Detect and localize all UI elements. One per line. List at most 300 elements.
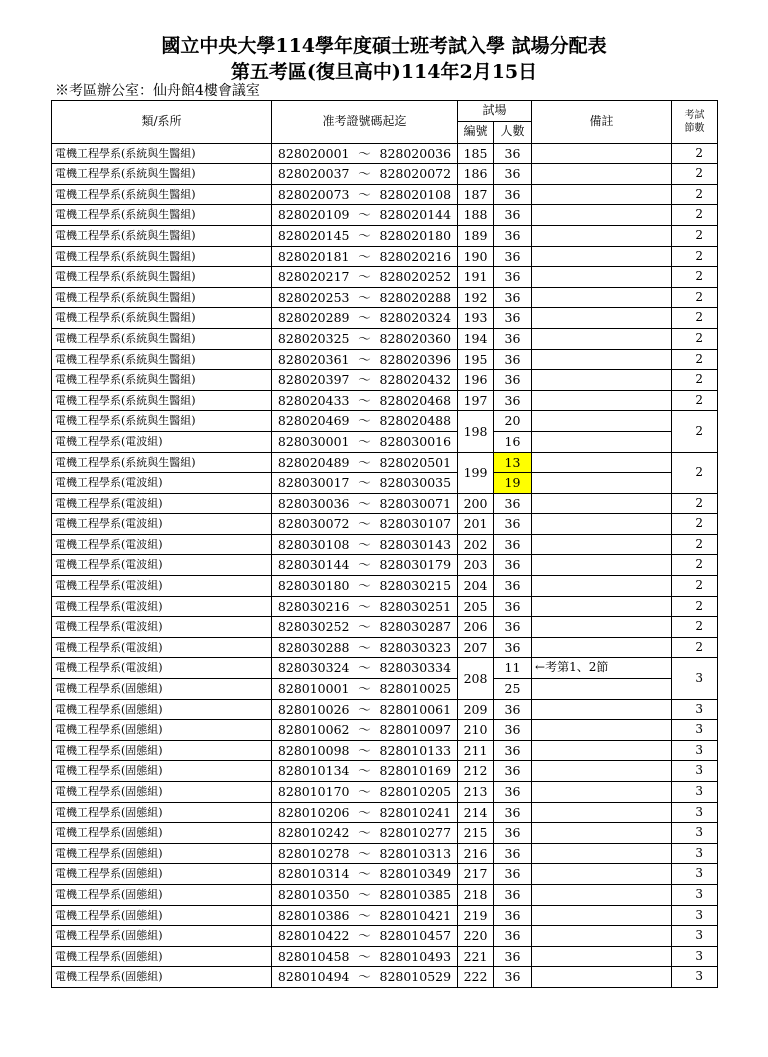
table-row [52,720,718,741]
remark-cell [532,782,672,803]
sessions-cell: 3 [672,699,718,720]
document-title: 國立中央大學114學年度碩士班考試入學 試場分配表 [161,35,607,57]
admission-range-cell [272,390,458,411]
range-end: 828020501 [379,454,452,470]
table-row [52,267,718,288]
dept-cell: 電機工程學系(電波組) [52,514,272,535]
sessions-cell: 2 [672,349,718,370]
dept-cell: 電機工程學系(電波組) [52,617,272,638]
count-cell: 36 [494,926,532,947]
dept-cell: 電機工程學系(固態組) [52,823,272,844]
admission-range-cell [272,967,458,988]
range-end: 828030071 [379,495,452,511]
table-row [52,761,718,782]
admission-range-cell [272,164,458,185]
range-tilde: ～ [358,248,371,264]
remark-cell [532,328,672,349]
range-start: 828020181 [277,248,350,264]
range-end: 828020252 [379,269,452,285]
count-cell: 19 [494,473,532,494]
room-number-cell: 197 [458,390,494,411]
admission-range-cell [272,596,458,617]
table-row [52,555,718,576]
dept-cell: 電機工程學系(電波組) [52,555,272,576]
admission-range-cell [272,370,458,391]
range-start: 828030252 [277,619,350,635]
admission-range-cell [272,637,458,658]
dept-cell: 電機工程學系(電波組) [52,637,272,658]
range-tilde: ～ [358,330,371,346]
dept-cell: 電機工程學系(電波組) [52,658,272,679]
document-subtitle: 第五考區(復旦高中)114年2月15日 [230,61,538,83]
sessions-cell: 3 [672,720,718,741]
room-number-cell: 212 [458,761,494,782]
room-number-cell: 202 [458,534,494,555]
admission-range-cell [272,493,458,514]
range-tilde: ～ [358,372,371,388]
range-tilde: ～ [358,948,371,964]
range-start: 828030108 [277,536,350,552]
range-start: 828020289 [277,310,350,326]
range-tilde: ～ [358,269,371,285]
remark-cell [532,287,672,308]
dept-cell: 電機工程學系(系統與生醫組) [52,267,272,288]
range-tilde: ～ [358,701,371,717]
count-cell: 36 [494,555,532,576]
range-start: 828010206 [277,804,350,820]
table-row [52,349,718,370]
sessions-cell: 2 [672,637,718,658]
table-row [52,967,718,988]
remark-cell [532,473,672,494]
remark-cell [532,926,672,947]
sessions-cell: 2 [672,287,718,308]
table-row [52,699,718,720]
sessions-cell: 3 [672,864,718,885]
range-start: 828020109 [277,207,350,223]
remark-cell [532,411,672,432]
table-row [52,658,718,679]
dept-cell: 電機工程學系(固態組) [52,720,272,741]
table-row [52,926,718,947]
remark-cell [532,534,672,555]
admission-range-cell [272,205,458,226]
count-cell: 20 [494,411,532,432]
range-end: 828020360 [379,330,452,346]
range-start: 828030216 [277,598,350,614]
remark-cell [532,740,672,761]
range-end: 828030323 [379,639,452,655]
dept-cell: 電機工程學系(固態組) [52,905,272,926]
dept-cell: 電機工程學系(系統與生醫組) [52,287,272,308]
dept-cell: 電機工程學系(系統與生醫組) [52,390,272,411]
range-start: 828030324 [277,660,350,676]
count-cell: 36 [494,946,532,967]
table-row [52,576,718,597]
range-end: 828030035 [379,475,452,491]
count-cell: 36 [494,328,532,349]
sessions-cell: 3 [672,761,718,782]
range-end: 828020144 [379,207,452,223]
dept-cell: 電機工程學系(固態組) [52,679,272,700]
admission-range-cell [272,843,458,864]
sessions-cell: 3 [672,823,718,844]
room-number-cell: 200 [458,493,494,514]
remark-cell [532,184,672,205]
sessions-cell: 2 [672,267,718,288]
remark-cell [532,349,672,370]
count-cell: 36 [494,267,532,288]
count-cell: 36 [494,287,532,308]
range-start: 828020145 [277,227,350,243]
admission-range-cell [272,349,458,370]
range-tilde: ～ [358,866,371,882]
room-number-cell: 213 [458,782,494,803]
dept-cell: 電機工程學系(系統與生醫組) [52,143,272,164]
dept-cell: 電機工程學系(固態組) [52,740,272,761]
table-row [52,246,718,267]
range-tilde: ～ [358,681,371,697]
range-start: 828010001 [277,681,350,697]
range-end: 828030016 [379,433,452,449]
range-tilde: ～ [358,516,371,532]
room-number-cell: 190 [458,246,494,267]
dept-cell: 電機工程學系(固態組) [52,782,272,803]
dept-cell: 電機工程學系(系統與生醫組) [52,308,272,329]
header-room-no: 編號 [458,121,494,143]
table-row [52,225,718,246]
sessions-cell: 2 [672,534,718,555]
remark-cell [532,905,672,926]
admission-range-cell [272,534,458,555]
dept-cell: 電機工程學系(電波組) [52,431,272,452]
range-start: 828010098 [277,742,350,758]
range-tilde: ～ [358,722,371,738]
remark-cell [532,370,672,391]
count-cell: 36 [494,308,532,329]
room-number-cell: 201 [458,514,494,535]
count-cell: 36 [494,823,532,844]
count-cell: 36 [494,225,532,246]
remark-cell [532,946,672,967]
range-start: 828020397 [277,372,350,388]
count-cell: 36 [494,184,532,205]
dept-cell: 電機工程學系(電波組) [52,493,272,514]
range-tilde: ～ [358,207,371,223]
remark-cell [532,761,672,782]
range-end: 828020180 [379,227,452,243]
room-number-cell: 188 [458,205,494,226]
count-cell: 36 [494,905,532,926]
remark-cell [532,514,672,535]
range-tilde: ～ [358,475,371,491]
dept-cell: 電機工程學系(固態組) [52,843,272,864]
table-row [52,370,718,391]
sessions-cell: 3 [672,740,718,761]
room-number-cell: 192 [458,287,494,308]
range-start: 828020325 [277,330,350,346]
remark-cell [532,143,672,164]
room-number-cell: 198 [458,411,494,452]
table-row [52,205,718,226]
remark-cell [532,493,672,514]
remark-cell [532,617,672,638]
range-start: 828010170 [277,784,350,799]
range-tilde: ～ [358,166,371,182]
range-tilde: ～ [358,310,371,326]
range-start: 828010134 [277,763,350,779]
admission-range-cell [272,514,458,535]
count-cell: 36 [494,782,532,803]
range-start: 828010242 [277,825,350,841]
range-tilde: ～ [358,845,371,861]
admission-range-cell [272,926,458,947]
room-number-cell: 222 [458,967,494,988]
header-room: 試場 [458,101,532,122]
range-tilde: ～ [358,433,371,449]
count-cell: 36 [494,699,532,720]
count-cell: 36 [494,596,532,617]
sessions-cell: 2 [672,617,718,638]
range-end: 828030334 [379,660,452,676]
range-tilde: ～ [358,598,371,614]
range-end: 828030179 [379,557,452,573]
sessions-cell: 2 [672,452,718,493]
room-number-cell: 220 [458,926,494,947]
range-end: 828010205 [379,784,452,799]
count-cell: 25 [494,679,532,700]
table-row [52,946,718,967]
dept-cell: 電機工程學系(系統與生醫組) [52,184,272,205]
admission-range-cell [272,431,458,452]
range-tilde: ～ [358,557,371,573]
sessions-cell: 2 [672,390,718,411]
table-row [52,390,718,411]
count-cell: 36 [494,637,532,658]
range-tilde: ～ [358,351,371,367]
office-note: ※考區辦公室：仙舟館4樓會議室 [55,83,260,99]
sessions-cell: 3 [672,946,718,967]
sessions-cell: 3 [672,782,718,803]
header-remark: 備註 [532,101,672,144]
dept-cell: 電機工程學系(固態組) [52,761,272,782]
remark-cell: ←考第1、2節 [532,658,672,679]
room-number-cell: 207 [458,637,494,658]
count-cell: 36 [494,514,532,535]
range-tilde: ～ [358,495,371,511]
range-end: 828020108 [379,186,452,202]
admission-range-cell [272,184,458,205]
sessions-cell: 2 [672,164,718,185]
count-cell: 13 [494,452,532,473]
admission-range-cell [272,802,458,823]
table-row [52,287,718,308]
count-cell: 36 [494,370,532,391]
room-number-cell: 185 [458,143,494,164]
range-end: 828030215 [379,578,452,594]
range-end: 828010169 [379,763,452,779]
admission-range-cell [272,328,458,349]
room-number-cell: 211 [458,740,494,761]
room-number-cell: 210 [458,720,494,741]
range-tilde: ～ [358,413,371,429]
count-cell: 36 [494,246,532,267]
room-number-cell: 214 [458,802,494,823]
table-row [52,864,718,885]
table-row [52,637,718,658]
room-number-cell: 215 [458,823,494,844]
range-start: 828020217 [277,269,350,285]
admission-range-cell [272,864,458,885]
remark-cell [532,205,672,226]
table-row [52,164,718,185]
admission-range-cell [272,411,458,432]
admission-range-cell [272,246,458,267]
remark-cell [532,308,672,329]
count-cell: 36 [494,617,532,638]
table-row [52,328,718,349]
range-start: 828030036 [277,495,350,511]
sessions-cell: 2 [672,514,718,535]
range-end: 828010457 [379,928,452,944]
dept-cell: 電機工程學系(固態組) [52,699,272,720]
sessions-cell: 3 [672,843,718,864]
range-tilde: ～ [358,928,371,944]
range-tilde: ～ [358,536,371,552]
sessions-cell: 2 [672,411,718,452]
sessions-cell: 3 [672,905,718,926]
range-end: 828010277 [379,825,452,841]
admission-range-cell [272,576,458,597]
dept-cell: 電機工程學系(固態組) [52,864,272,885]
count-cell: 36 [494,493,532,514]
range-end: 828030251 [379,598,452,614]
room-number-cell: 203 [458,555,494,576]
sessions-cell: 3 [672,926,718,947]
range-end: 828010421 [379,907,452,923]
range-start: 828010386 [277,907,350,923]
dept-cell: 電機工程學系(電波組) [52,596,272,617]
range-end: 828010097 [379,722,452,738]
table-row [52,431,718,452]
sessions-cell: 2 [672,493,718,514]
admission-range-cell [272,452,458,473]
range-start: 828010422 [277,928,350,944]
range-tilde: ～ [358,804,371,820]
room-number-cell: 186 [458,164,494,185]
range-tilde: ～ [358,639,371,655]
range-end: 828010529 [379,969,452,985]
room-number-cell: 206 [458,617,494,638]
range-end: 828020324 [379,310,452,326]
range-end: 828010313 [379,845,452,861]
range-tilde: ～ [358,763,371,779]
admission-range-cell [272,699,458,720]
range-start: 828030072 [277,516,350,532]
range-end: 828020216 [379,248,452,264]
remark-cell [532,267,672,288]
admission-range-cell [272,308,458,329]
range-start: 828010494 [277,969,350,985]
range-end: 828010133 [379,742,452,758]
range-start: 828020433 [277,392,350,408]
count-cell: 36 [494,143,532,164]
table-row [52,411,718,432]
table-row [52,884,718,905]
remark-cell [532,390,672,411]
count-cell: 36 [494,884,532,905]
room-number-cell: 199 [458,452,494,493]
dept-cell: 電機工程學系(系統與生醫組) [52,452,272,473]
count-cell: 36 [494,864,532,885]
sessions-cell: 2 [672,308,718,329]
remark-cell [532,802,672,823]
room-number-cell: 221 [458,946,494,967]
range-end: 828010349 [379,866,452,882]
range-tilde: ～ [358,289,371,305]
sessions-cell: 3 [672,802,718,823]
admission-range-cell [272,267,458,288]
range-end: 828010241 [379,804,452,820]
admission-range-cell [272,225,458,246]
dept-cell: 電機工程學系(系統與生醫組) [52,225,272,246]
room-number-cell: 189 [458,225,494,246]
room-number-cell: 194 [458,328,494,349]
range-start: 828030017 [277,475,350,491]
sessions-cell: 3 [672,967,718,988]
range-start: 828010026 [277,701,350,717]
admission-range-cell [272,823,458,844]
dept-cell: 電機工程學系(系統與生醫組) [52,246,272,267]
remark-cell [532,555,672,576]
table-row [52,843,718,864]
room-number-cell: 217 [458,864,494,885]
allocation-table [51,100,718,988]
table-row [52,514,718,535]
range-tilde: ～ [358,227,371,243]
admission-range-cell [272,617,458,638]
range-end: 828020396 [379,351,452,367]
dept-cell: 電機工程學系(系統與生醫組) [52,349,272,370]
sessions-cell: 2 [672,576,718,597]
count-cell: 11 [494,658,532,679]
table-row [52,782,718,803]
range-tilde: ～ [358,454,371,470]
range-start: 828010350 [277,886,350,902]
admission-range-cell [272,679,458,700]
range-tilde: ～ [358,825,371,841]
room-number-cell: 209 [458,699,494,720]
sessions-cell: 2 [672,225,718,246]
table-body [52,143,718,987]
table-row [52,534,718,555]
room-number-cell: 216 [458,843,494,864]
count-cell: 36 [494,761,532,782]
range-end: 828020288 [379,289,452,305]
header-sessions-line2: 節數 [684,122,705,134]
sessions-cell: 2 [672,143,718,164]
count-cell: 36 [494,740,532,761]
remark-cell [532,679,672,700]
range-start: 828010062 [277,722,350,738]
dept-cell: 電機工程學系(系統與生醫組) [52,328,272,349]
range-end: 828020036 [379,145,452,161]
admission-range-cell [272,761,458,782]
admission-range-cell [272,720,458,741]
remark-cell [532,164,672,185]
table-row [52,596,718,617]
room-number-cell: 187 [458,184,494,205]
